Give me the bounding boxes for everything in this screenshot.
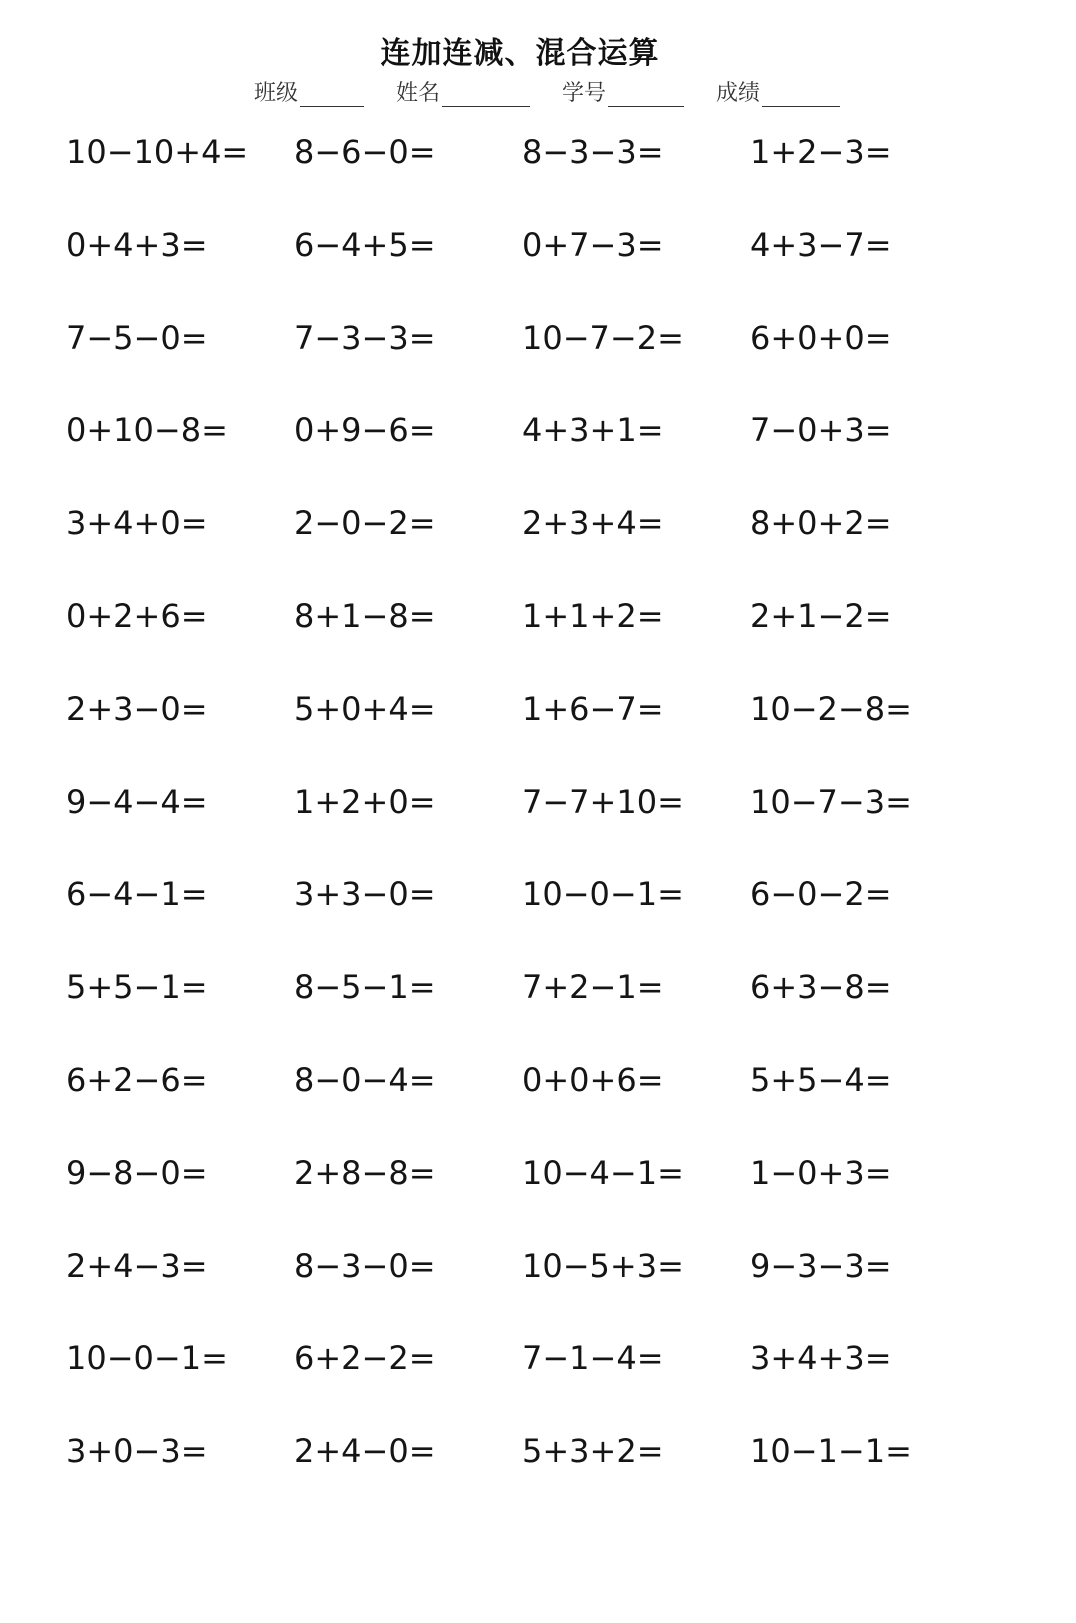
math-problem: 7−5−0= (66, 318, 208, 357)
math-problem: 10−1−1= (750, 1432, 912, 1471)
field-class-blank[interactable] (300, 82, 364, 107)
math-problem: 7+2−1= (522, 968, 664, 1007)
math-problem: 7−1−4= (522, 1339, 664, 1378)
math-problem: 6−4+5= (294, 225, 436, 264)
math-problem: 6+3−8= (750, 968, 892, 1007)
math-problem: 5+5−1= (66, 968, 208, 1007)
math-problem: 2+1−2= (750, 596, 892, 635)
math-problem: 6−0−2= (750, 875, 892, 914)
math-problem: 1+6−7= (522, 689, 664, 728)
math-problem: 10−5+3= (522, 1246, 684, 1285)
math-problem: 7−3−3= (294, 318, 436, 357)
math-problem: 5+0+4= (294, 689, 436, 728)
field-student-number-blank[interactable] (608, 82, 684, 107)
math-problem: 9−4−4= (66, 782, 208, 821)
math-problem: 7−0+3= (750, 411, 892, 450)
field-score-label: 成绩 (716, 81, 761, 106)
math-problem: 3+4+0= (66, 504, 208, 543)
math-problem: 5+3+2= (522, 1432, 664, 1471)
math-problem: 0+4+3= (66, 225, 208, 264)
field-name-label: 姓名 (396, 81, 441, 106)
math-problem: 2+4−3= (66, 1246, 208, 1285)
math-problem: 8+0+2= (750, 504, 892, 543)
math-problem: 3+3−0= (294, 875, 436, 914)
math-problem: 0+9−6= (294, 411, 436, 450)
math-problem: 1+2+0= (294, 782, 436, 821)
math-problem: 2+8−8= (294, 1153, 436, 1192)
math-problem: 10−10+4= (66, 133, 249, 171)
math-problem: 10−2−8= (750, 689, 912, 728)
math-problem: 8−3−3= (522, 133, 664, 171)
field-score (716, 76, 840, 107)
math-problem: 8−6−0= (294, 133, 436, 171)
math-problem: 1−0+3= (750, 1153, 892, 1192)
math-problem: 6−4−1= (66, 875, 208, 914)
math-problem: 2+3−0= (66, 689, 208, 728)
math-problem: 3+4+3= (750, 1339, 892, 1378)
field-name-blank[interactable] (442, 82, 530, 107)
math-problem: 10−7−3= (750, 782, 912, 821)
field-class-label: 班级 (254, 81, 299, 106)
math-problem: 2+3+4= (522, 504, 664, 543)
math-problem: 0+7−3= (522, 225, 664, 264)
math-problem: 1+1+2= (522, 596, 664, 635)
math-problem: 8+1−8= (294, 596, 436, 635)
field-student-number (562, 76, 684, 107)
math-problem: 9−8−0= (66, 1153, 208, 1192)
math-problem: 3+0−3= (66, 1432, 208, 1471)
field-student-number-label: 学号 (562, 81, 607, 106)
worksheet-title: 连加连减、混合运算 (380, 36, 660, 71)
math-problem: 10−4−1= (522, 1153, 684, 1192)
math-problem: 0+0+6= (522, 1060, 664, 1099)
math-problem: 0+10−8= (66, 411, 228, 450)
math-problem: 7−7+10= (522, 782, 684, 821)
math-problem: 4+3−7= (750, 225, 892, 264)
math-problem: 6+2−6= (66, 1060, 208, 1099)
math-problem: 8−0−4= (294, 1060, 436, 1099)
math-problem: 10−0−1= (66, 1339, 228, 1378)
math-problem: 9−3−3= (750, 1246, 892, 1285)
math-problem: 8−5−1= (294, 968, 436, 1007)
problem-grid (66, 126, 986, 1518)
math-problem: 8−3−0= (294, 1246, 436, 1285)
math-problem: 2+4−0= (294, 1432, 436, 1471)
math-problem: 1+2−3= (750, 133, 892, 171)
field-score-blank[interactable] (762, 82, 840, 107)
math-problem: 2−0−2= (294, 504, 436, 543)
math-problem: 10−7−2= (522, 318, 684, 357)
field-class (254, 76, 364, 107)
field-name (396, 76, 530, 107)
math-problem: 10−0−1= (522, 875, 684, 914)
math-problem: 6+2−2= (294, 1339, 436, 1378)
math-problem: 5+5−4= (750, 1060, 892, 1099)
math-problem: 0+2+6= (66, 596, 208, 635)
math-problem: 4+3+1= (522, 411, 664, 450)
math-problem: 6+0+0= (750, 318, 892, 357)
